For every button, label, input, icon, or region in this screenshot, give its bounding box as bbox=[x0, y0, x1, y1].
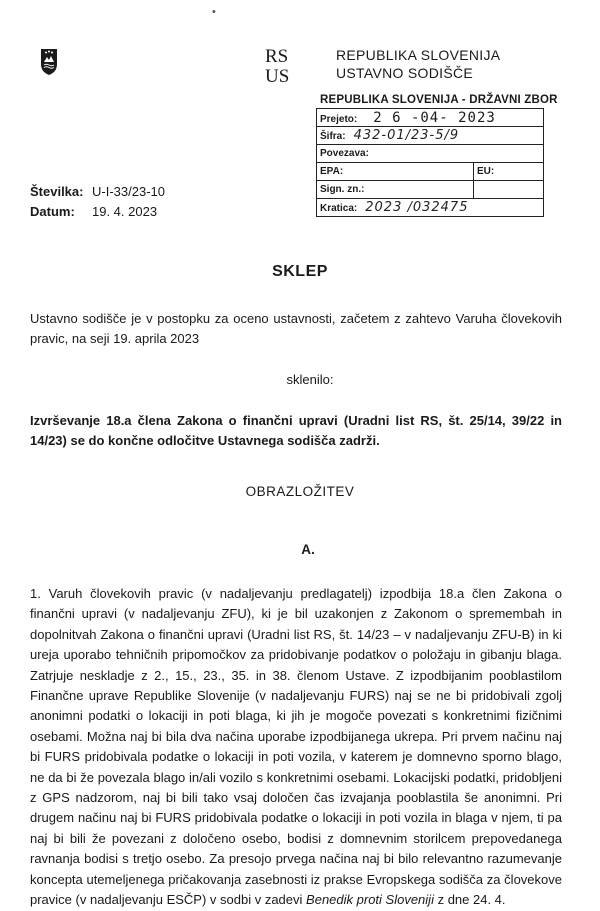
section-a-heading: A. bbox=[301, 542, 315, 557]
body-case-name: Benedik proti Sloveniji bbox=[306, 892, 434, 908]
body-text-part1: 1. Varuh človekovih pravic (v nadaljevanju predlagatelj) izpodbija 18.a člen Zakona o finančni upravi (v nadaljevanju ZFU), ki je bil uzakonjen z Zakonom o spremembah in dopolnitvah Zakona o finančni upravi (Uradni list RS, št. 14/23 – v nadaljevanju ZFU-B) in ki ureja uporabo tehničnih pripomočkov za pridobivanje podatkov o položaju in gibanju blaga. Zatrjuje neskladje z 2., 15., 23., 35. in 38. členom Ustave. Z izpodbijanim pooblastilom Finančne uprave Republike Slovenije (v nadaljevanju FURS) naj se ne bi pridobivali zgolj anonimni podatki o lokaciji in poti blaga, ki jih je mogoče povezati s konkretnimi fizičnimi osebami. Možna naj bi bila dva načina uporabe izpodbijanega ukrepa. Pri prvem načinu naj bi FURS pridobivala podatke o lokaciji in poti vozila, v katerem je domnevno sporno blago, ne da bi že povezala blago in/ali vozilo s konkretnimi osebami. Lokacijski podatki, pridobljeni z GPS nadzorom, naj bi bili tako vsaj določen čas izvajanja pooblastila še anonimni. Pri drugem načinu naj bi FURS pridobivala podatke o lokaciji in poti vozila in blaga v njem, ti pa naj bi bili že povezani z določeno osebo, bodisi z domnevnim storilcem prepovedanega ravnanja bodisi s tretjo osebo. Za presojo prvega načina naj bi bilo relevantno razumevanje koncepta utemeljenega pričakovanja zasebnosti iz prakse Evropskega sodišča za človekove pravice (v nadaljevanju ESČP) v sodbi v zadevi bbox=[30, 586, 562, 908]
sklenilo-line: sklenilo: bbox=[286, 372, 334, 387]
decision-paragraph: Izvrševanje 18.a člena Zakona o finančni upravi (Uradni list RS, št. 25/14, 39/22 in 14/23) se do končne odločitve Ustavnega sodišča zadrži. bbox=[30, 413, 562, 448]
receipt-stamp bbox=[316, 94, 558, 217]
case-meta bbox=[30, 182, 165, 222]
intro-paragraph: Ustavno sodišče je v postopku za oceno ustavnosti, začetem z zahtevo Varuha človekovih pravic, na seji 19. aprila 2023 bbox=[30, 311, 562, 346]
court-name-line2: USTAVNO SODIŠČE bbox=[336, 65, 474, 81]
reasoning-heading: OBRAZLOŽITEV bbox=[245, 484, 355, 499]
document-title: SKLEP bbox=[272, 263, 328, 280]
court-name bbox=[336, 46, 500, 82]
datum-value: 19. 4. 2023 bbox=[92, 204, 158, 219]
stevilka-label: Številka: bbox=[30, 184, 84, 199]
svg-text:RS: RS bbox=[265, 46, 289, 67]
sifra-label: Šifra: bbox=[320, 131, 346, 142]
kratica-label: Kratica: bbox=[320, 203, 358, 214]
sign-label: Sign. zn.: bbox=[320, 184, 365, 195]
stamp-table bbox=[316, 108, 544, 217]
sifra-value: 432-01/23-5/9 bbox=[353, 128, 460, 143]
prejeto-label: Prejeto: bbox=[320, 113, 358, 125]
datum-label: Datum: bbox=[30, 204, 75, 219]
eu-label: EU: bbox=[477, 166, 495, 177]
povezava-label: Povezava: bbox=[320, 148, 369, 159]
epa-label: EPA: bbox=[320, 166, 344, 177]
body-text-part2: z dne 24. 4. bbox=[437, 892, 506, 908]
court-name-line1: REPUBLIKA SLOVENIJA bbox=[336, 47, 501, 63]
svg-text:US: US bbox=[265, 66, 290, 85]
stamp-title: REPUBLIKA SLOVENIJA - DRŽAVNI ZBOR bbox=[320, 94, 558, 106]
scan-mark: • bbox=[212, 6, 216, 18]
court-logo bbox=[262, 45, 298, 85]
body-paragraph bbox=[30, 584, 562, 911]
prejeto-value: 2 6 -04- 2023 bbox=[373, 109, 496, 126]
kratica-value: 2023 /032475 bbox=[365, 200, 469, 215]
stevilka-value: U-I-33/23-10 bbox=[92, 184, 165, 199]
slovenia-crest-icon bbox=[40, 48, 58, 76]
